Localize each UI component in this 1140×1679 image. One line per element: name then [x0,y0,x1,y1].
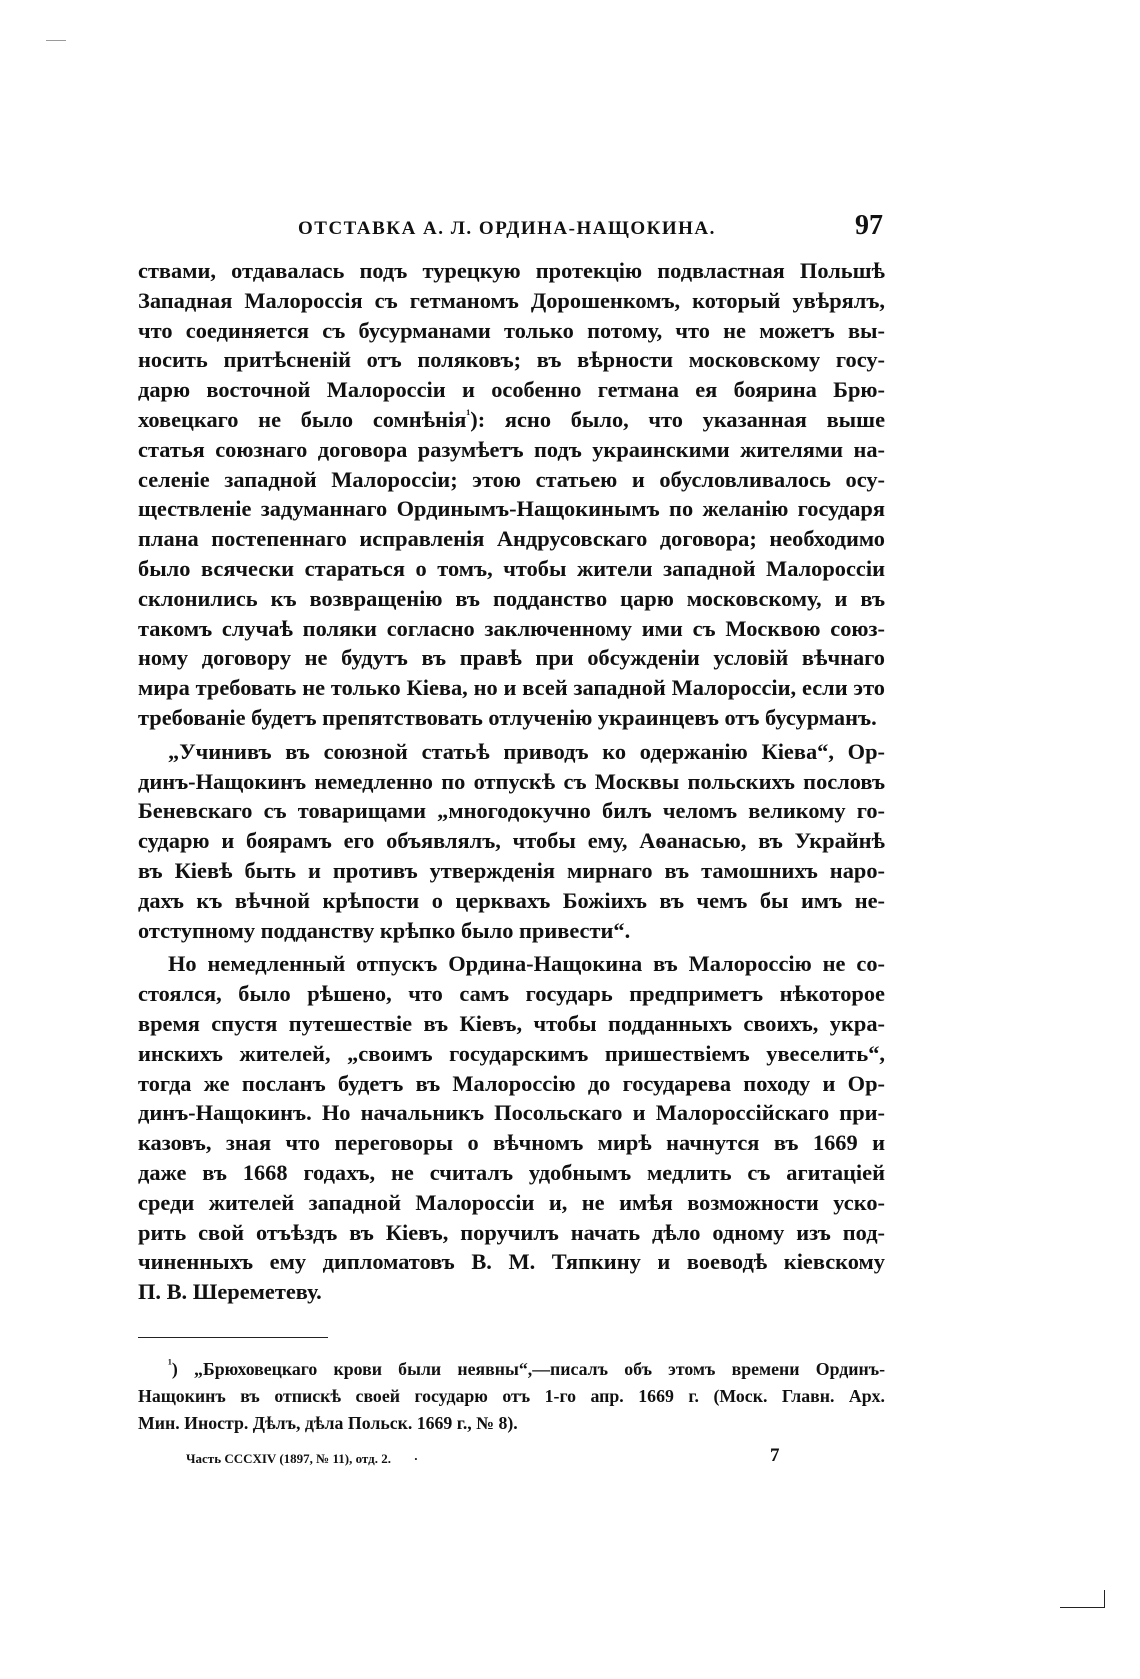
text-line: „Учинивъ въ союзной статьѣ приводъ ко одержанію Кіева“, Ор- [168,738,885,764]
running-head: ОТСТАВКА А. Л. ОРДИНА-НАЩОКИНА. [298,218,716,239]
footnote-marker: ¹ [168,1355,172,1371]
main-text [138,256,885,1307]
text-line: ствами, отдавалась подъ турецкую протекцію подвластная Польшѣ [138,258,885,283]
text-line: стоялся, было рѣшено, что самъ государь предприметъ нѣкоторое [138,981,885,1007]
text-line: требованіе будетъ препятствовать отлученію украинцевъ отъ бусурманъ. [138,704,877,730]
printer-signature [186,1451,418,1467]
text-line: рить свой отъѣздъ въ Кіевъ, поручилъ начать дѣло одному изъ под- [138,1219,885,1245]
text-line: склонились къ возвращенію въ подданство царю московскому, и въ [138,585,885,611]
text-fragment: ): ясно было, что указанная выше [470,406,886,432]
footnote [138,1356,885,1437]
signature-text: Часть CCCXIV (1897, № 11), отд. 2. [186,1450,391,1466]
footnote-line: Мин. Иностр. Дѣлъ, дѣла Польск. 1669 г., № 8). [138,1412,518,1433]
text-line: что соединяется съ бусурманами только потому, что не можетъ вы- [138,317,885,343]
footnote-line: Нащокинъ въ отпискѣ своей государю отъ 1-го апр. 1669 г. (Моск. Главн. Арх. [138,1385,885,1406]
text-line: селеніе западной Малороссіи; этою статьею и обусловливалось осу- [138,466,885,492]
text-line: мира требовать не только Кіева, но и всей западной Малороссіи, если это [138,675,885,701]
text-line: сударю и боярамъ его объявлялъ, чтобы ему, Аѳанасью, въ Украйнѣ [138,828,885,854]
text-line: чиненныхъ ему дипломатовъ В. М. Тяпкину и воеводѣ кіевскому [138,1249,885,1275]
signature-line [138,1445,885,1475]
text-line: П. В. Шереметеву. [138,1279,322,1305]
text-line: динъ-Нащокинъ. Но начальникъ Посольскаго и Малороссійскаго при- [138,1100,885,1126]
text-line: динъ-Нащокинъ немедленно по отпускѣ съ Москвы польскихъ пословъ [138,768,885,794]
book-page [138,210,885,1475]
signature-mark: 7 [770,1444,780,1466]
text-line: Западная Малороссія съ гетманомъ Дорошенкомъ, который увѣрялъ, [138,287,885,313]
text-fragment: ) „Брюховецкаго крови были неявны“,—писалъ объ этомъ времени Ординъ- [171,1358,885,1379]
text-line: въ Кіевѣ быть и противъ утвержденія мирнаго въ тамошнихъ наро- [138,857,885,883]
footnote-reference: ¹ [466,406,471,422]
text-line: ному договору не будутъ въ правѣ при обсужденіи условій вѣчнаго [138,645,885,671]
scan-crop-mark [1060,1590,1105,1608]
scan-corner-mark [46,40,66,41]
text-line [138,405,885,435]
text-line: Но немедленный отпускъ Ордина-Нащокина въ Малороссію не со- [168,951,885,977]
text-line: отступному подданству крѣпко было привести“. [138,917,631,943]
page-number: 97 [855,210,883,241]
text-fragment: ховецкаго не было сомнѣнія [138,406,467,432]
text-line: такомъ случаѣ поляки согласно заключенному ими съ Москвою союз- [138,615,885,641]
page-header [138,210,885,250]
text-line: плана постепеннаго исправленія Андрусовскаго договора; необходимо [138,526,885,552]
text-line: тогда же посланъ будетъ въ Малороссію до государева походу и Ор- [138,1070,885,1096]
text-line: статья союзнаго договора разумѣетъ подъ украинскими жителями на- [138,436,885,462]
text-line: носить притѣсненій отъ поляковъ; въ вѣрности московскому госу- [138,347,885,373]
signature-dot: · [413,1450,419,1466]
text-line: казовъ, зная что переговоры о вѣчномъ мирѣ начнутся въ 1669 и [138,1130,885,1156]
text-line: было всячески стараться о томъ, чтобы жители западной Малороссіи [138,555,885,581]
footnote-divider [138,1337,328,1338]
text-line: среди жителей западной Малороссіи и, не имѣя возможности уско- [138,1189,885,1215]
text-line: дахъ къ вѣчной крѣпости о церквахъ Божіихъ въ чемъ бы имъ не- [138,887,885,913]
text-line: время спустя путешествіе въ Кіевъ, чтобы подданныхъ своихъ, укра- [138,1010,885,1036]
text-line: дарю восточной Малороссіи и особенно гетмана ея боярина Брю- [138,377,885,403]
footnote-line [138,1356,885,1383]
text-line: Беневскаго съ товарищами „многодокучно билъ челомъ великому го- [138,798,885,824]
text-line: инскихъ жителей, „своимъ государскимъ пришествіемъ увеселить“, [138,1040,885,1066]
text-line: ществленіе задуманнаго Ординымъ-Нащокинымъ по желанію государя [138,496,885,522]
text-line: даже въ 1668 годахъ, не считалъ удобнымъ медлить съ агитаціей [138,1159,885,1185]
